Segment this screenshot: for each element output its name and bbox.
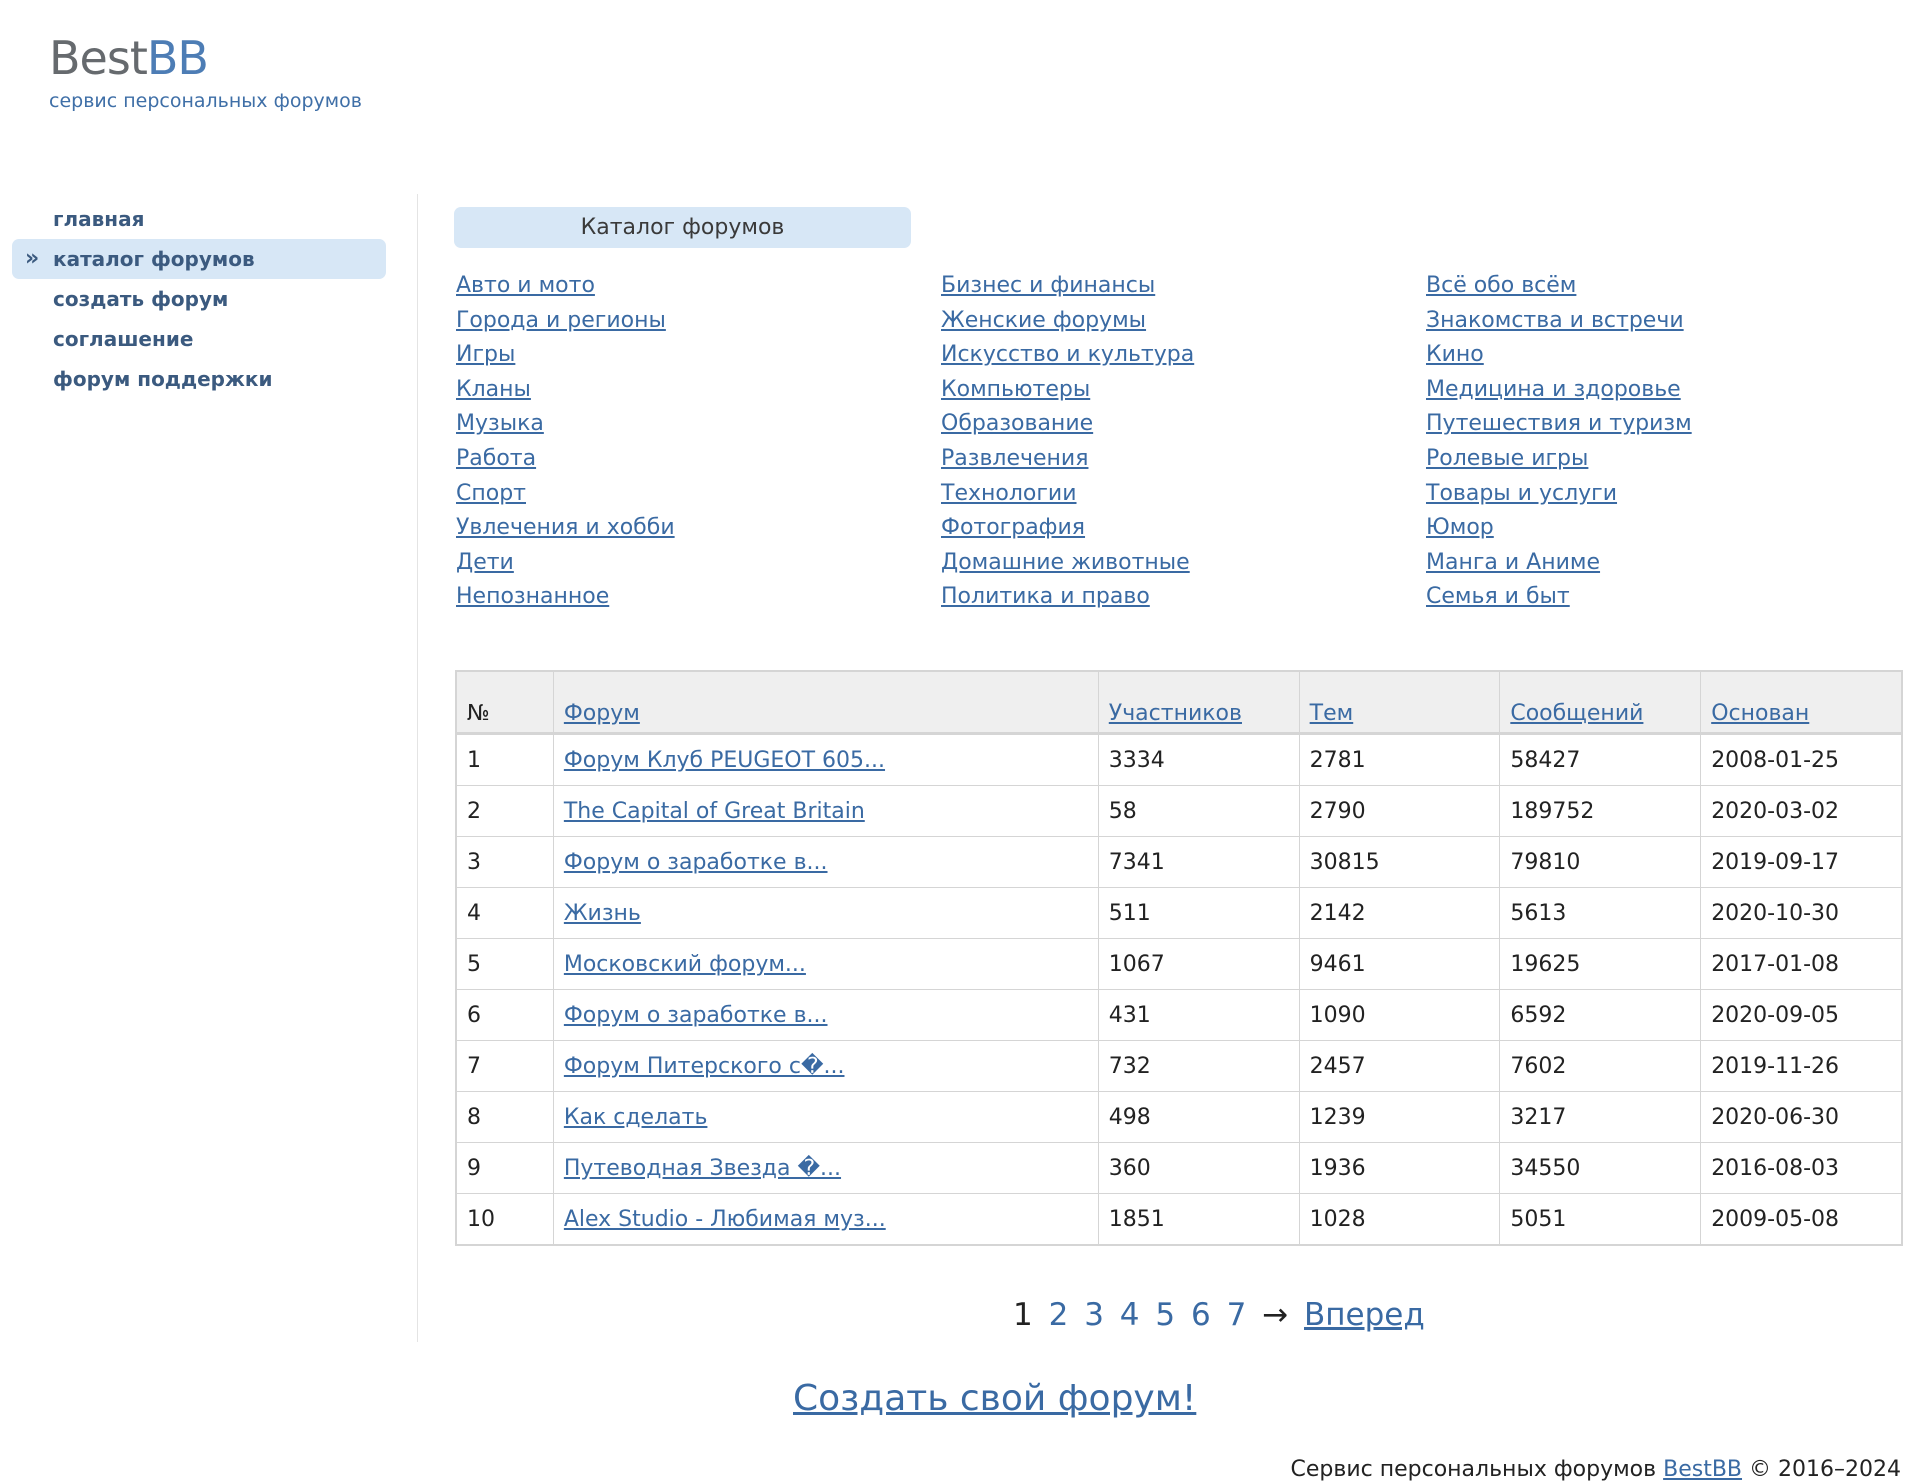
forum-link[interactable]: The Capital of Great Britain — [563, 798, 865, 824]
category-link[interactable]: Юмор — [1426, 515, 1494, 541]
category-link[interactable]: Ролевые игры — [1426, 445, 1589, 471]
sidebar-item-forum-catalog[interactable] — [12, 239, 386, 279]
header-users — [1098, 671, 1299, 734]
footer-prefix: Сервис персональных форумов — [1290, 1457, 1657, 1482]
table-row — [456, 1143, 1902, 1194]
row-users: 1067 — [1098, 939, 1299, 990]
row-users: 1851 — [1098, 1194, 1299, 1246]
row-forum-cell — [553, 1194, 1098, 1246]
row-founded: 2017-01-08 — [1701, 939, 1902, 990]
row-posts: 19625 — [1500, 939, 1701, 990]
table-row — [456, 888, 1902, 939]
row-founded: 2019-09-17 — [1701, 837, 1902, 888]
header-topics — [1299, 671, 1500, 734]
page-link[interactable]: 2 — [1048, 1297, 1069, 1333]
row-founded: 2016-08-03 — [1701, 1143, 1902, 1194]
category-link[interactable]: Женские форумы — [941, 307, 1147, 333]
row-founded: 2020-06-30 — [1701, 1092, 1902, 1143]
row-number: 9 — [456, 1143, 553, 1194]
row-users: 498 — [1098, 1092, 1299, 1143]
sort-by-forum-link[interactable]: Форум — [563, 701, 640, 726]
pagination — [1013, 1295, 1425, 1335]
row-topics: 30815 — [1299, 837, 1500, 888]
row-posts: 3217 — [1500, 1092, 1701, 1143]
site-logo[interactable] — [49, 30, 208, 86]
row-forum-cell — [553, 837, 1098, 888]
row-posts: 5051 — [1500, 1194, 1701, 1246]
category-link[interactable]: Компьютеры — [941, 376, 1091, 402]
category-link[interactable]: Медицина и здоровье — [1426, 376, 1681, 402]
category-link[interactable]: Кланы — [456, 376, 531, 402]
row-users: 431 — [1098, 990, 1299, 1041]
row-users: 360 — [1098, 1143, 1299, 1194]
row-forum-cell — [553, 1041, 1098, 1092]
category-link[interactable]: Работа — [456, 445, 537, 471]
category-link[interactable]: Развлечения — [941, 445, 1089, 471]
forum-link[interactable]: Жизнь — [563, 900, 641, 926]
row-topics: 2142 — [1299, 888, 1500, 939]
category-link[interactable]: Технологии — [941, 480, 1077, 506]
forum-link[interactable]: Alex Studio - Любимая муз... — [563, 1206, 886, 1232]
row-number: 4 — [456, 888, 553, 939]
category-link[interactable]: Бизнес и финансы — [941, 273, 1156, 298]
footer-brand-link[interactable]: BestBB — [1663, 1457, 1743, 1482]
sort-by-users-link[interactable]: Участников — [1108, 701, 1242, 726]
forum-link[interactable]: Московский форум... — [563, 951, 806, 977]
sidebar-item-agreement[interactable] — [12, 319, 386, 359]
forum-link[interactable]: Форум Клуб PEUGEOT 605... — [563, 747, 886, 773]
sidebar-item-label: создать форум — [53, 287, 229, 311]
sort-by-topics-link[interactable]: Тем — [1309, 701, 1354, 726]
category-link[interactable]: Семья и быт — [1426, 584, 1570, 610]
row-forum-cell — [553, 786, 1098, 837]
sidebar-item-label: главная — [53, 207, 145, 231]
row-founded: 2009-05-08 — [1701, 1194, 1902, 1246]
row-forum-cell — [553, 1092, 1098, 1143]
category-link[interactable]: Путешествия и туризм — [1426, 411, 1692, 437]
row-users: 58 — [1098, 786, 1299, 837]
category-column-2 — [941, 269, 1411, 615]
category-link[interactable]: Всё обо всём — [1426, 273, 1577, 298]
category-column-3 — [1426, 269, 1896, 615]
forum-table — [455, 670, 1903, 1246]
forum-link[interactable]: Путеводная Звезда �... — [563, 1155, 842, 1181]
row-topics: 1936 — [1299, 1143, 1500, 1194]
category-link[interactable]: Товары и услуги — [1426, 480, 1618, 506]
row-posts: 34550 — [1500, 1143, 1701, 1194]
row-number: 2 — [456, 786, 553, 837]
category-column-1 — [456, 269, 926, 615]
next-page-link[interactable]: Вперед — [1304, 1297, 1425, 1333]
page-link[interactable]: 6 — [1190, 1297, 1211, 1333]
row-number: 1 — [456, 734, 553, 786]
row-number: 7 — [456, 1041, 553, 1092]
row-users: 3334 — [1098, 734, 1299, 786]
category-link[interactable]: Города и регионы — [456, 307, 666, 333]
site-tagline: сервис персональных форумов — [49, 90, 362, 112]
row-users: 732 — [1098, 1041, 1299, 1092]
row-forum-cell — [553, 888, 1098, 939]
page-link[interactable]: 4 — [1119, 1297, 1140, 1333]
row-number: 10 — [456, 1194, 553, 1246]
category-link[interactable]: Непознанное — [456, 584, 610, 610]
table-header-row — [456, 671, 1902, 734]
page-link[interactable]: 7 — [1226, 1297, 1247, 1333]
sort-by-founded-link[interactable]: Основан — [1711, 701, 1810, 726]
footer — [1291, 1456, 1901, 1484]
row-posts: 5613 — [1500, 888, 1701, 939]
page-link[interactable]: 3 — [1084, 1297, 1104, 1333]
row-forum-cell — [553, 734, 1098, 786]
category-link[interactable]: Политика и право — [941, 584, 1150, 610]
page-current: 1 — [1013, 1297, 1033, 1333]
forum-link[interactable]: Форум Питерского с�... — [563, 1053, 845, 1079]
forum-link[interactable]: Как сделать — [563, 1104, 708, 1130]
row-posts: 189752 — [1500, 786, 1701, 837]
category-link[interactable]: Манга и Аниме — [1426, 549, 1601, 575]
row-topics: 1028 — [1299, 1194, 1500, 1246]
row-forum-cell — [553, 1143, 1098, 1194]
row-posts: 79810 — [1500, 837, 1701, 888]
row-posts: 7602 — [1500, 1041, 1701, 1092]
row-founded: 2020-03-02 — [1701, 786, 1902, 837]
forum-link[interactable]: Форум о заработке в... — [563, 849, 828, 875]
category-link[interactable]: Кино — [1426, 342, 1484, 368]
row-forum-cell — [553, 990, 1098, 1041]
sort-by-posts-link[interactable]: Сообщений — [1510, 701, 1644, 726]
row-topics: 1239 — [1299, 1092, 1500, 1143]
footer-copyright: © 2016–2024 — [1749, 1457, 1901, 1482]
create-forum-link[interactable]: Создать свой форум! — [793, 1378, 1197, 1419]
catalog-title: Каталог форумов — [454, 207, 911, 248]
sidebar-item-label: форум поддержки — [53, 367, 273, 391]
row-topics: 2781 — [1299, 734, 1500, 786]
row-number: 5 — [456, 939, 553, 990]
row-founded: 2020-10-30 — [1701, 888, 1902, 939]
row-number: 3 — [456, 837, 553, 888]
sidebar-item-home[interactable] — [12, 199, 386, 239]
row-founded: 2020-09-05 — [1701, 990, 1902, 1041]
category-link[interactable]: Спорт — [456, 480, 526, 506]
category-link[interactable]: Искусство и культура — [941, 342, 1195, 368]
row-topics: 2790 — [1299, 786, 1500, 837]
row-users: 7341 — [1098, 837, 1299, 888]
table-row — [456, 786, 1902, 837]
header-forum — [553, 671, 1098, 734]
row-topics: 1090 — [1299, 990, 1500, 1041]
header-founded — [1701, 671, 1902, 734]
logo-text-best: Best — [49, 31, 147, 85]
logo-text-bb: BB — [146, 31, 208, 85]
category-link[interactable]: Фотография — [941, 515, 1086, 541]
row-founded: 2008-01-25 — [1701, 734, 1902, 786]
category-link[interactable]: Авто и мото — [456, 273, 595, 298]
sidebar-nav — [12, 199, 386, 399]
category-link[interactable]: Музыка — [456, 411, 544, 437]
table-row — [456, 734, 1902, 786]
sidebar-item-label: соглашение — [53, 327, 194, 351]
row-forum-cell — [553, 939, 1098, 990]
row-number: 8 — [456, 1092, 553, 1143]
row-users: 511 — [1098, 888, 1299, 939]
arrow-right-icon: → — [1262, 1297, 1289, 1333]
table-row — [456, 1194, 1902, 1246]
row-topics: 2457 — [1299, 1041, 1500, 1092]
table-row — [456, 1092, 1902, 1143]
category-link[interactable]: Образование — [941, 411, 1094, 437]
table-row — [456, 1041, 1902, 1092]
category-link[interactable]: Домашние животные — [941, 549, 1190, 575]
category-link[interactable]: Увлечения и хобби — [456, 515, 675, 541]
sidebar-divider — [417, 194, 418, 1342]
row-number: 6 — [456, 990, 553, 1041]
double-chevron-right-icon: » — [25, 246, 40, 271]
table-row — [456, 939, 1902, 990]
table-row — [456, 990, 1902, 1041]
header-posts — [1500, 671, 1701, 734]
table-row — [456, 837, 1902, 888]
sidebar-item-support-forum[interactable] — [12, 359, 386, 399]
row-posts: 6592 — [1500, 990, 1701, 1041]
sidebar-item-create-forum[interactable] — [12, 279, 386, 319]
category-link[interactable]: Дети — [456, 549, 514, 575]
row-posts: 58427 — [1500, 734, 1701, 786]
row-topics: 9461 — [1299, 939, 1500, 990]
row-founded: 2019-11-26 — [1701, 1041, 1902, 1092]
header-number: № — [456, 671, 553, 734]
category-link[interactable]: Знакомства и встречи — [1426, 307, 1684, 333]
forum-link[interactable]: Форум о заработке в... — [563, 1002, 828, 1028]
category-link[interactable]: Игры — [456, 342, 516, 368]
page-link[interactable]: 5 — [1155, 1297, 1176, 1333]
sidebar-item-label: каталог форумов — [53, 247, 255, 271]
